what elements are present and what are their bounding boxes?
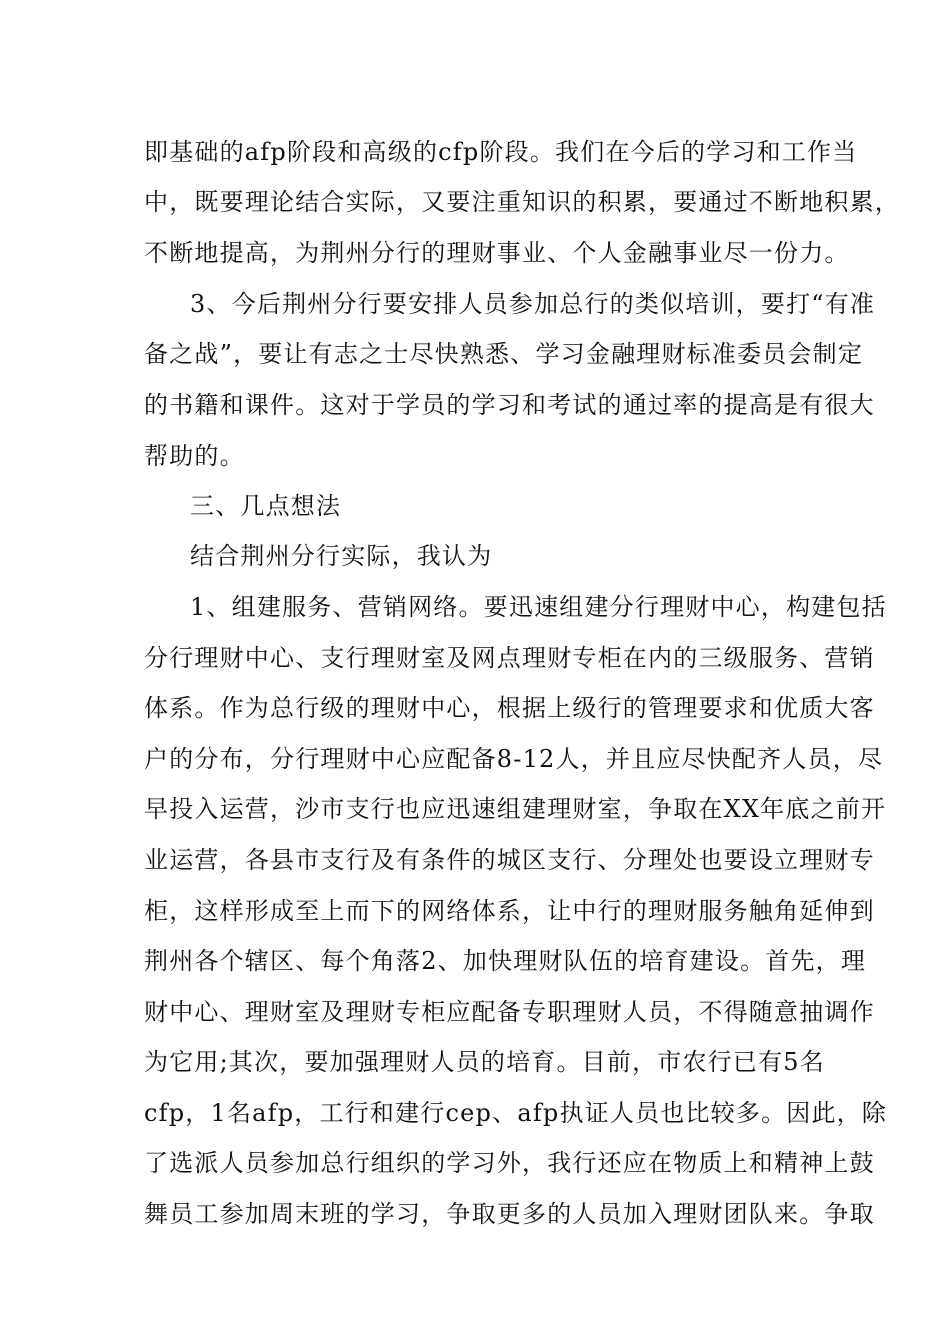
text-line: 帮助的。 — [144, 442, 245, 470]
text-line: 舞员工参加周末班的学习，争取更多的人员加入理财团队来。争取 — [144, 1200, 875, 1228]
text-line: 不断地提高，为荆州分行的理财事业、个人金融事业尽一份力。 — [144, 239, 850, 267]
text-line: 财中心、理财室及理财专柜应配备专职理财人员，不得随意抽调作 — [144, 998, 875, 1026]
text-line: 早投入运营，沙市支行也应迅速组建理财室，争取在XX年底之前开 — [144, 795, 887, 823]
text-line: 户的分布，分行理财中心应配备8-12人，并且应尽快配齐人员，尽 — [144, 745, 884, 773]
section-heading: 三、几点想法 — [190, 492, 342, 520]
text-line: 荆州各个辖区、每个角落2、加快理财队伍的培育建设。首先，理 — [144, 947, 867, 975]
text-line: cfp，1名afp，工行和建行cep、afp执证人员也比较多。因此，除 — [144, 1099, 888, 1127]
text-line: 柜，这样形成至上而下的网络体系，让中行的理财服务触角延伸到 — [144, 897, 875, 925]
text-line: 结合荆州分行实际，我认为 — [190, 542, 493, 570]
text-line: 为它用;其次，要加强理财人员的培育。目前，市农行已有5名 — [144, 1048, 825, 1076]
text-line: 了选派人员参加总行组织的学习外，我行还应在物质上和精神上鼓 — [144, 1149, 875, 1177]
text-line: 分行理财中心、支行理财室及网点理财专柜在内的三级服务、营销 — [144, 644, 875, 672]
text-line: 业运营，各县市支行及有条件的城区支行、分理处也要设立理财专 — [144, 846, 875, 874]
text-line: 1、组建服务、营销网络。要迅速组建分行理财中心，构建包括 — [190, 593, 887, 621]
text-line: 3、今后荆州分行要安排人员参加总行的类似培训，要打“有准 — [190, 290, 876, 318]
text-line: 即基础的afp阶段和高级的cfp阶段。我们在今后的学习和工作当 — [144, 138, 858, 166]
text-line: 的书籍和课件。这对于学员的学习和考试的通过率的提高是有很大 — [144, 391, 875, 419]
text-line: 中，既要理论结合实际，又要注重知识的积累，要通过不断地积累， — [144, 188, 900, 216]
text-line: 备之战”，要让有志之士尽快熟悉、学习金融理财标准委员会制定 — [144, 340, 864, 368]
text-line: 体系。作为总行级的理财中心，根据上级行的管理要求和优质大客 — [144, 694, 875, 722]
